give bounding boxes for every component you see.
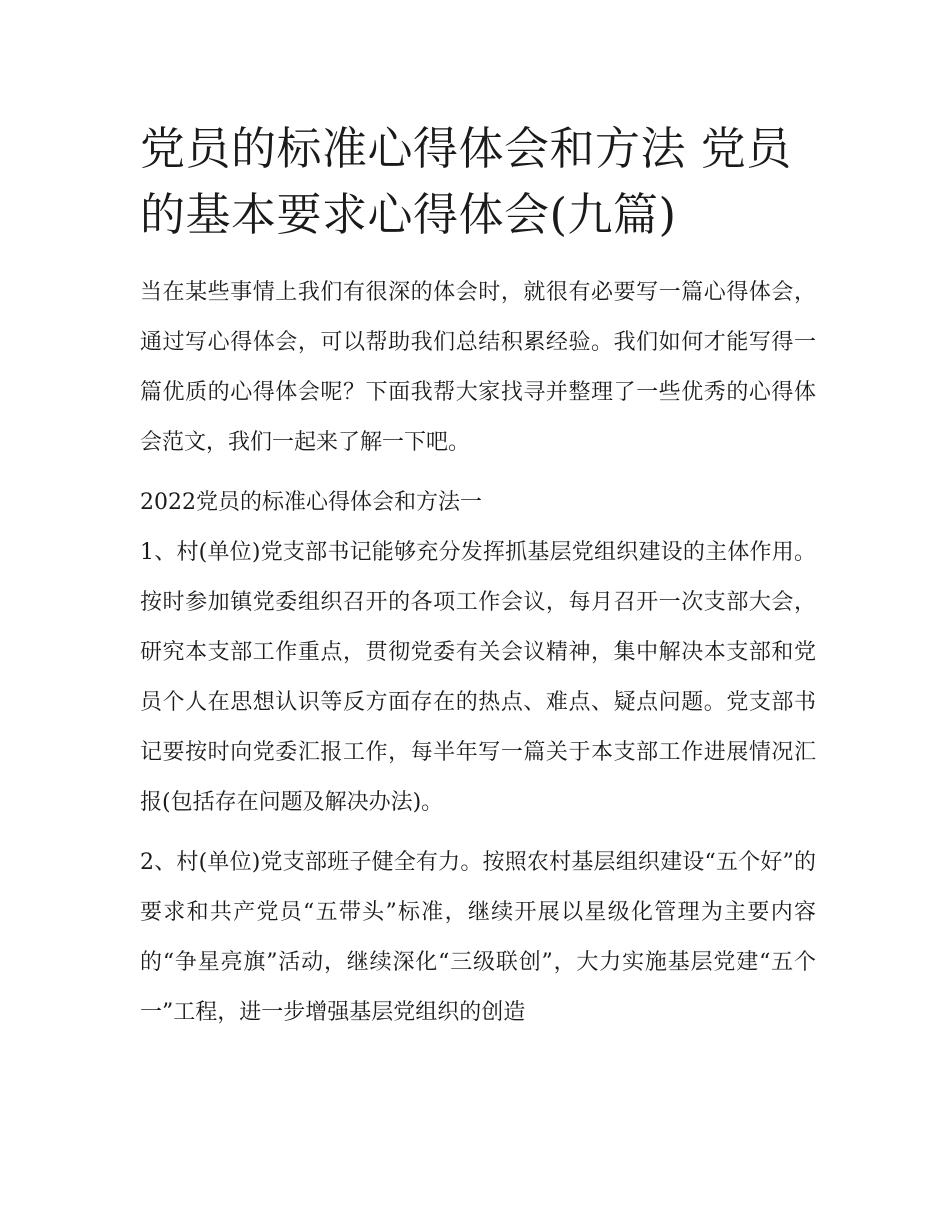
intro-paragraph: 当在某些事情上我们有很深的体会时，就很有必要写一篇心得体会，通过写心得体会，可以帮助我们总结积累经验。我们如何才能写得一篇优质的心得体会呢？下面我帮大家找寻并整理了一些优秀的心得体会范文，我们一起来了解一下吧。 xyxy=(140,280,816,455)
body-paragraph-2: 2、村(单位)党支部班子健全有力。按照农村基层组织建设“五个好”的要求和共产党员“五带头”标准，继续开展以星级化管理为主要内容的“争星亮旗”活动，继续深化“三级联创”，大力实施基层党建“五个一”工程，进一步增强基层党组织的创造 xyxy=(140,850,816,1025)
section-heading: 2022党员的标准心得体会和方法一 xyxy=(140,490,482,515)
document-content xyxy=(140,116,816,1048)
document-title: 党员的标准心得体会和方法 党员的基本要求心得体会(九篇) xyxy=(140,122,792,241)
body-paragraph-1: 1、村(单位)党支部书记能够充分发挥抓基层党组织建设的主体作用。按时参加镇党委组织召开的各项工作会议，每月召开一次支部大会，研究本支部工作重点，贯彻党委有关会议精神，集中解决本支部和党员个人在思想认识等反方面存在的热点、难点、疑点问题。党支部书记要按时向党委汇报工作，每半年写一篇关于本支部工作进展情况汇报(包括存在问题及解决办法)。 xyxy=(140,540,816,815)
document-body xyxy=(140,268,816,1038)
